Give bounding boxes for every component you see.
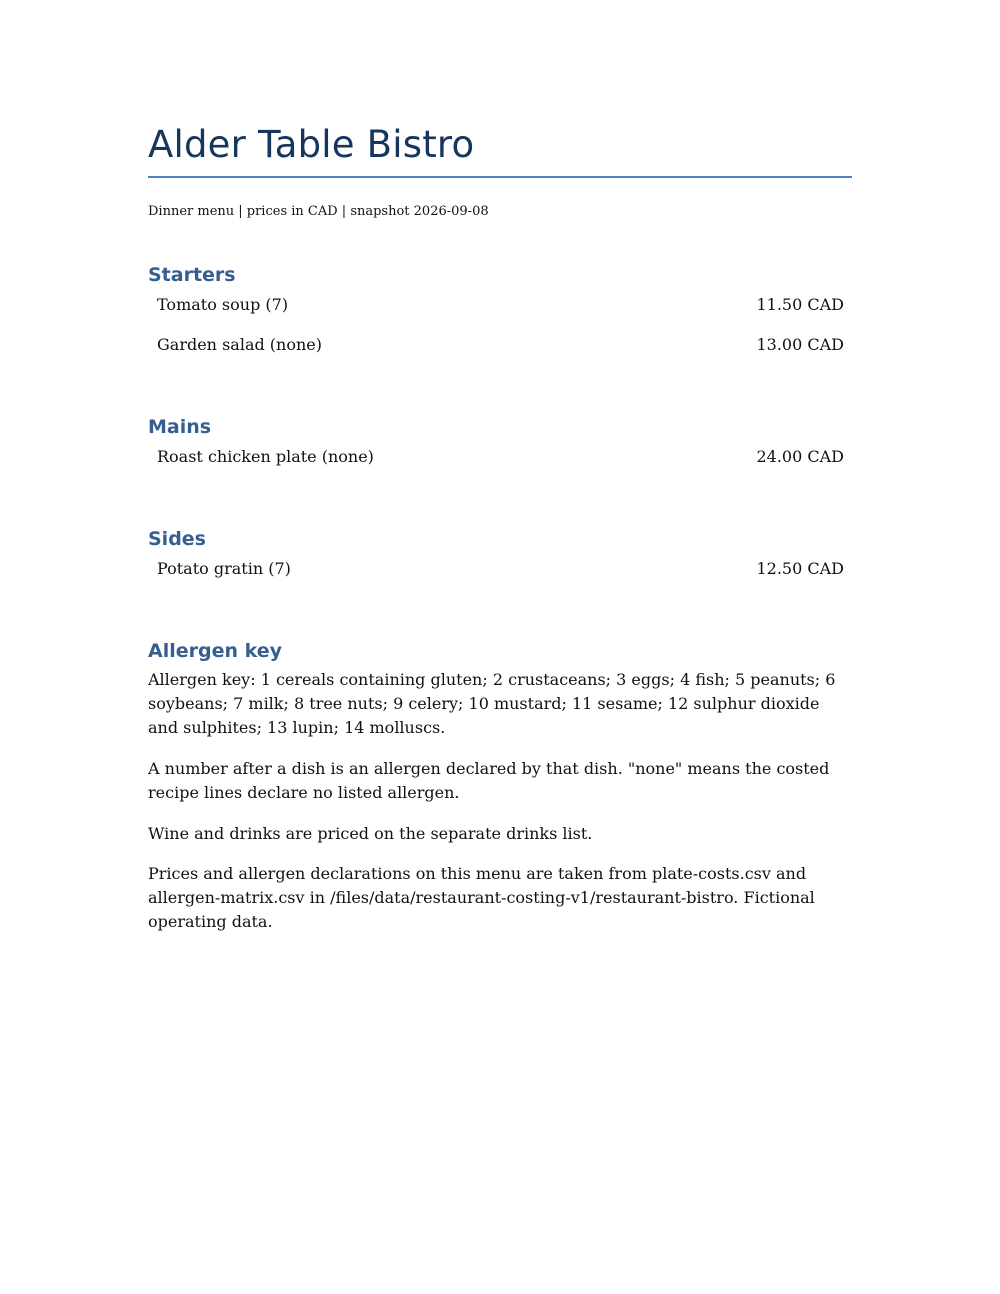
dish-name: Garden salad (none) xyxy=(157,335,322,354)
section-heading-sides: Sides xyxy=(148,528,206,550)
dish-name: Potato gratin (7) xyxy=(157,559,291,578)
dish-price: 11.50 CAD xyxy=(756,295,844,314)
allergen-key-paragraph: Allergen key: 1 cereals containing gluten; 2 crustaceans; 3 eggs; 4 fish; 5 peanuts; 6 soybeans; 7 milk; 8 tree nuts; 9 celery; 10 mustard; 11 sesame; 12 sulphur dioxide and sulphites; 13 lupin; 14 molluscs. xyxy=(148,670,836,737)
dish-price: 13.00 CAD xyxy=(756,335,844,354)
menu-item-row xyxy=(157,293,844,317)
menu-item-row xyxy=(157,445,844,469)
section-heading-mains: Mains xyxy=(148,416,212,438)
allergen-note-paragraph: A number after a dish is an allergen declared by that dish. "none" means the costed recipe lines declare no listed allergen. xyxy=(148,759,830,802)
drinks-note-paragraph: Wine and drinks are priced on the separate drinks list. xyxy=(148,824,593,843)
page-title: Alder Table Bistro xyxy=(148,123,475,166)
section-heading-starters: Starters xyxy=(148,264,236,286)
title-divider xyxy=(148,176,852,178)
dish-price: 12.50 CAD xyxy=(756,559,844,578)
section-heading-allergen-key: Allergen key xyxy=(148,640,283,662)
dish-price: 24.00 CAD xyxy=(756,447,844,466)
dish-name: Roast chicken plate (none) xyxy=(157,447,374,466)
menu-subtitle: Dinner menu | prices in CAD | snapshot 2026-09-08 xyxy=(148,204,489,219)
source-note-paragraph: Prices and allergen declarations on this menu are taken from plate-costs.csv and allergen-matrix.csv in /files/data/restaurant-costing-v1/restaurant-bistro. Fictional operating data. xyxy=(148,864,815,931)
menu-item-row xyxy=(157,333,844,357)
dish-name: Tomato soup (7) xyxy=(157,295,289,314)
menu-item-row xyxy=(157,557,844,581)
